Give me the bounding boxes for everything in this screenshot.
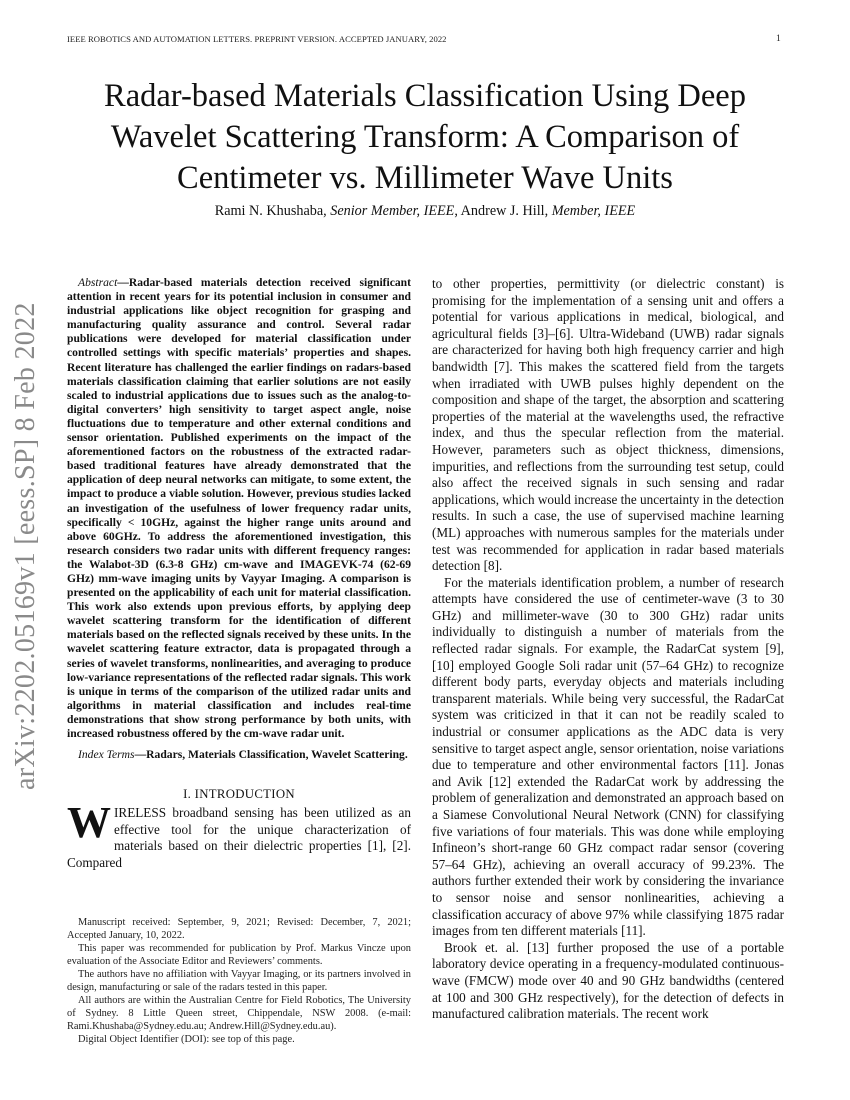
author-separator: ,: [454, 203, 461, 219]
section-heading-introduction: [67, 787, 411, 802]
abstract: [67, 276, 411, 741]
author-list: [40, 203, 810, 220]
left-column: [67, 276, 411, 872]
dropcap-letter: W: [67, 798, 111, 848]
paper-title: [40, 76, 810, 199]
page-number: 1: [776, 34, 781, 44]
intro-paragraph-2: For the materials identification problem, a number of research attempts have considered the use of centimeter-wave (3 to 30 GHz) and millimeter-wave (30 to 300 GHz) radar units individually to distinguish a number of materials from the reflected radar signals. For example, the RadarCat system [9], [10] employed Google Soli radar unit (57–64 GHz) to recognize different body parts, everyday objects and materials including transparent materials. While being very successful, the RadarCat system was criticized in that it can not be readily scaled to industrial or consumer applications as the ADC data is very sensitive to target aspect angle, sensor orientation, noise variations due to temperature and other environmental factors [11]. Jonas and Avik [12] extended the RadarCat work by addressing the problem of generalization and demonstrated an approach based on a Siamese Convolutional Neural Network (CNN) for classifying five variations of four materials. This was done while employing Infineon’s short-range 60 GHz compact radar sensor (covering 57–64 GHz), achieving an overall accuracy of 99.23%. The authors further extended their work by considering the invariance to sensor noise and sensor nonlinearities, achieving a classification accuracy of above 97% while classifying 1875 radar images from ten different materials [11].: [432, 574, 784, 939]
author-1-name: Rami N. Khushaba,: [214, 203, 327, 219]
footnote-received: Manuscript received: September, 9, 2021; Revised: December, 7, 2021; Accepted January, 10, 2022.: [67, 917, 411, 941]
footnote-recommended: This paper was recommended for publication by Prof. Markus Vincze upon evaluation of the Associate Editor and Reviewers’ comments.: [67, 943, 411, 967]
author-1-role: Senior Member, IEEE: [330, 203, 455, 219]
author-2-name: Andrew J. Hill,: [460, 203, 549, 219]
title-line-2: Wavelet Scattering Transform: A Comparison of: [110, 119, 740, 155]
abstract-text: —Radar-based materials detection received significant attention in recent years for its potential inclusion in consumer and industrial applications like object recognition for grasping and manufacturing quality assurance and control. Several radar publications were developed for material classification under controlled settings with specific materials’ properties and shapes. Recent literature has challenged the earlier findings on radars-based materials classification claiming that earlier solutions are not easily scaled to industrial applications due to issues such as the analog-to-digital converters’ high sensitivity to target aspect angle, noise fluctuations due to temperature and other external conditions and sensor orientation. Published experiments on the impact of the aforementioned factors on the robustness of the extracted radar-based traditional features have already demonstrated that the application of deep neural networks can mitigate, to some extent, the impact to produce a viable solution. However, previous studies lacked an investigation of the usefulness of lower frequency radar units, specifically < 10GHz, against the higher range units around and above 60GHz. To address the aforementioned investigation, this research considers two radar units with different frequency ranges: the Walabot-3D (6.3-8 GHz) cm-wave and IMAGEVK-74 (62-69 GHz) mm-wave imaging units by Vayyar Imaging. A comparison is presented on the applicability of each unit for material classification. This work also extends upon previous efforts, by applying deep wavelet scattering transform for the identification of different materials based on the reflected signals received by these units. In the wavelet scattering feature extractor, data is propagated through a series of wavelet transforms, nonlinearities, and averaging to produce low-variance representations of the reflected radar signals. This work is unique in terms of the comparison of the utilized radar units and algorithms in material classification and includes real-time demonstrations that show strong performance by both units, with increased robustness offered by the cm-wave radar unit.: [67, 276, 411, 740]
abstract-label: Abstract: [78, 276, 118, 289]
footnote-doi: Digital Object Identifier (DOI): see top of this page.: [78, 1034, 295, 1045]
author-2-role: Member, IEEE: [551, 203, 636, 219]
intro-paragraph-1-left-text: broadband sensing has been utilized as an effective tool for the unique characterization of materials based on their dielectric properties [1], [2]. Compared: [67, 805, 411, 870]
footnotes: [67, 916, 411, 1046]
title-line-3: Centimeter vs. Millimeter Wave Units: [177, 160, 673, 196]
intro-paragraph-3: Brook et. al. [13] further proposed the use of a portable laboratory device operating in a frequency-modulated continuous-wave (FMCW) mode over 40 and 90 GHz bandwidths (centered at 100 and 300 GHz respectively), for the detection of defects in manufactured calibration materials. The recent work: [432, 939, 784, 1022]
section-heading-text: I. INTRODUCTION: [183, 787, 295, 802]
index-terms: [67, 748, 411, 762]
title-line-1: Radar-based Materials Classification Using Deep: [104, 78, 746, 114]
arxiv-stamp: arXiv:2202.05169v1 [eess.SP] 8 Feb 2022: [10, 302, 41, 790]
footnote-affiliation-disclaimer: The authors have no affiliation with Vayyar Imaging, or its partners involved in design, manufacturing or sale of the radars tested in this paper.: [67, 969, 411, 993]
intro-paragraph-1-start: [67, 798, 411, 871]
right-column: [432, 276, 784, 1023]
index-terms-text: —Radars, Materials Classification, Wavelet Scattering.: [134, 748, 408, 762]
running-header: IEEE ROBOTICS AND AUTOMATION LETTERS. PREPRINT VERSION. ACCEPTED JANUARY, 2022: [67, 34, 447, 44]
index-terms-label: Index Terms: [78, 748, 135, 762]
first-word-rest: IRELESS: [114, 805, 167, 821]
footnote-authors-address: All authors are within the Australian Centre for Field Robotics, The University of Sydney. 8 Little Queen street, Chippendale, NSW 2008. (e-mail: Rami.Khushaba@Sydney.edu.au; Andrew.Hill@Sydney.edu.au).: [67, 995, 411, 1032]
intro-paragraph-1-continued: to other properties, permittivity (or dielectric constant) is promising for the implementation of a sensing unit and offers a potential for various applications in medical, biological, and agricultural fields [3]–[6]. Ultra-Wideband (UWB) radar signals are characterized for having both high frequency carrier and high bandwidth [7]. This makes the scattered field from the targets when irradiated with UWB pulses highly dependent on the composition and shape of the target, the absorption and scattering properties of the material at the wavelengths used, the refractive index, and thus the specular reflection from the material. However, parameters such as object thickness, dimensions, impurities, and reflections from the surrounding test setup, could also affect the received signals in such sensing and radar applications, which would increase the uncertainty in the detection results. In such a case, the use of supervised machine learning (ML) approaches with numerous samples for the materials under test was recommended for application in radar based materials detection [8].: [432, 276, 784, 574]
